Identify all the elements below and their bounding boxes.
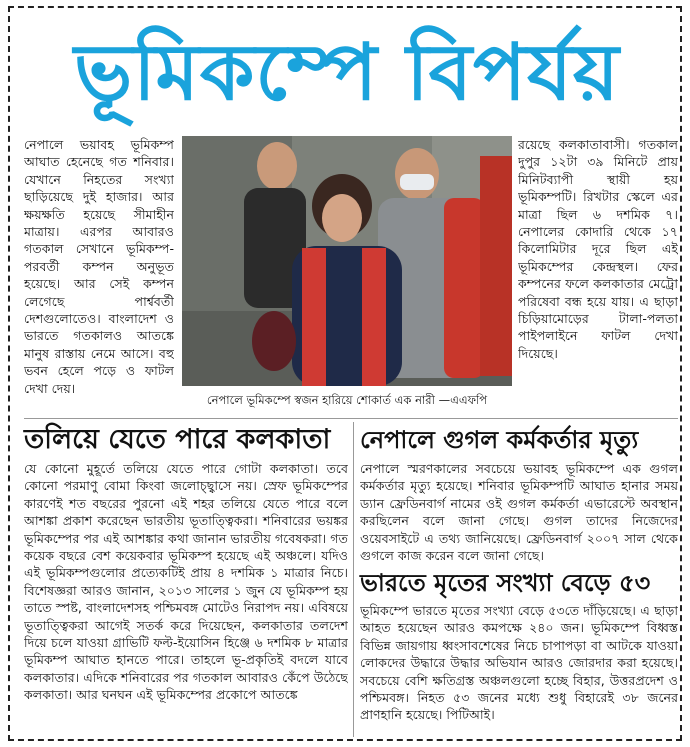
vertical-divider	[353, 422, 354, 737]
newspaper-clipping	[8, 6, 682, 741]
photo-caption: নেপালে ভূমিকম্পে স্বজন হারিয়ে শোকার্ত এক নারী —এএফপি	[206, 393, 488, 407]
section-india-headline: ভারতে মৃতের সংখ্যা বেড়ে ৫৩	[360, 569, 651, 597]
section-google-body: নেপালে স্মরণকালের সবচেয়ে ভয়াবহ ভূমিকম্পে এক গুগল কর্মকর্তার মৃত্যু হয়েছে। শনিবার ভূমিকম্পটি আঘাত হানার সময় ড্যান ফ্রেডিনবার্গ নামের ওই গুগল কর্মকর্তা এভারেস্টে অবস্থান করছিলেন বলে জানা গেছে। গুগল তাদের নিজেদের ওয়েবসাইটে এ তথ্য জানিয়েছে। ফ্রেডিনবার্গ ২০০৭ সাল থেকে গুগলে কাজ করেন বলে জানা গেছে।	[360, 461, 678, 564]
section-kolkata-headline: তলিয়ে যেতে পারে কলকাতা	[24, 424, 331, 455]
horizontal-divider	[24, 418, 678, 419]
news-photo-block	[182, 136, 512, 416]
news-photo	[182, 136, 512, 386]
lead-text-left: নেপালে ভয়াবহ ভূমিকম্প আঘাত হেনেছে গত শনিবার। যেখানে নিহতের সংখ্যা ছাড়িয়েছে দুই হাজার। আর ক্ষয়ক্ষতি হয়েছে সীমাহীন মাত্রায়। এরপর আবারও গতকাল সেখানে ভূমিকম্প-পরবর্তী কম্পন অনুভূত হয়েছে। আর সেই কম্পন লেগেছে পার্শ্ববর্তী দেশগুলোতেও। বাংলাদেশ ও ভারতে গতকালও আতঙ্কে মানুষ রাস্তায় নেমে আসে। বহু ভবন হেলে পড়ে ও ফাটল দেখা দেয়।	[24, 137, 174, 396]
section-google-headline: নেপালে গুগল কর্মকর্তার মৃত্যু	[360, 426, 639, 454]
grieving-woman-photo	[182, 136, 512, 386]
lead-text-right: রয়েছে কলকাতাবাসী। গতকাল দুপুর ১২টা ৩৯ মিনিটে প্রায় মিনিটব্যাপী স্থায়ী হয় ভূমিকম্পটি। রিখটার স্কেলে এর মাত্রা ছিল ৬ দশমিক ৭। নেপালের কোদারি থেকে ১৭ কিলোমিটার দূরে ছিল এই ভূমিকম্পের কেন্দ্রস্থল। ফের কম্পনের ফলে কলকাতার মেট্রো পরিষেবা বন্ধ হয়ে যায়। এ ছাড়া চিড়িয়ামোড়ের টালা-পলতা পাইপলাইনে ফাটল দেখা দিয়েছে।	[518, 137, 678, 361]
section-kolkata-body: যে কোনো মুহূর্তে তলিয়ে যেতে পারে গোটা কলকাতা। তবে কোনো পরমাণু বোমা কিংবা জলোচ্ছ্বাসে নয়। স্রেফ ভূমিকম্পের কারণেই শত বছরের পুরনো এই শহর তলিয়ে যেতে পারে বলে আশঙ্কা প্রকাশ করেছেন ভারতীয় ভূতাত্ত্বিকরা। শনিবারের ভয়ঙ্কর ভূমিকম্পের পর এই আশঙ্কার কথা জানান ভারতীয় গবেষকরা। গত কয়েক বছরে বেশ কয়েকবার ভূমিকম্প হয়েছে এই অঞ্চলে। যদিও এই ভূমিকম্পগুলোর প্রত্যেকটিই প্রায় ৪ দশমিক ১ মাত্রার নিচে। বিশেষজ্ঞরা আরও জানান, ২০১৩ সালের ১ জুন যে ভূমিকম্প হয় তাতে স্পষ্ট, বাংলাদেশসহ পশ্চিমবঙ্গ মোটেও নিরাপদ নয়। এবিষয়ে ভূতাত্ত্বিকরা আগেই সতর্ক করে দিয়েছেন, কলকাতার তলদেশ দিয়ে চলে যাওয়া গ্রাভিটি ফল্ট-ইয়োসিন হিঞ্জে ৬ দশমিক ৮ মাত্রার ভূমিকম্প আঘাত হানতে পারে। তাহলে ভূ-প্রকৃতিই বদলে যাবে কলকাতার। এদিকে শনিবারের পর গতকাল আবারও কেঁপে উঠেছে কলকাতা। আর ঘনঘন এই ভূমিকম্পের প্রকোপে আতঙ্কে	[24, 461, 348, 703]
main-headline: ভূমিকম্পে বিপর্যয়	[74, 28, 620, 118]
section-india-body: ভূমিকম্পে ভারতে মৃতের সংখ্যা বেড়ে ৫৩তে দাঁড়িয়েছে। এ ছাড়া আহত হয়েছেন আরও কমপক্ষে ২৪০ জন। ভূমিকম্পে বিধ্বস্ত বিভিন্ন জায়গায় ধ্বংসাবশেষের নিচে চাপাপড়া বা আটকে যাওয়া লোকদের উদ্ধারে উদ্ধার অভিযান আরও জোরদার করা হয়েছে। সবচেয়ে বেশি ক্ষতিগ্রস্ত অঞ্চলগুলো হচ্ছে বিহার, উত্তরপ্রদেশ ও পশ্চিমবঙ্গ। নিহত ৫৩ জনের মধ্যে শুধু বিহারেই ৩৮ জনের প্রাণহানি হয়েছে। পিটিআই।	[360, 603, 678, 723]
